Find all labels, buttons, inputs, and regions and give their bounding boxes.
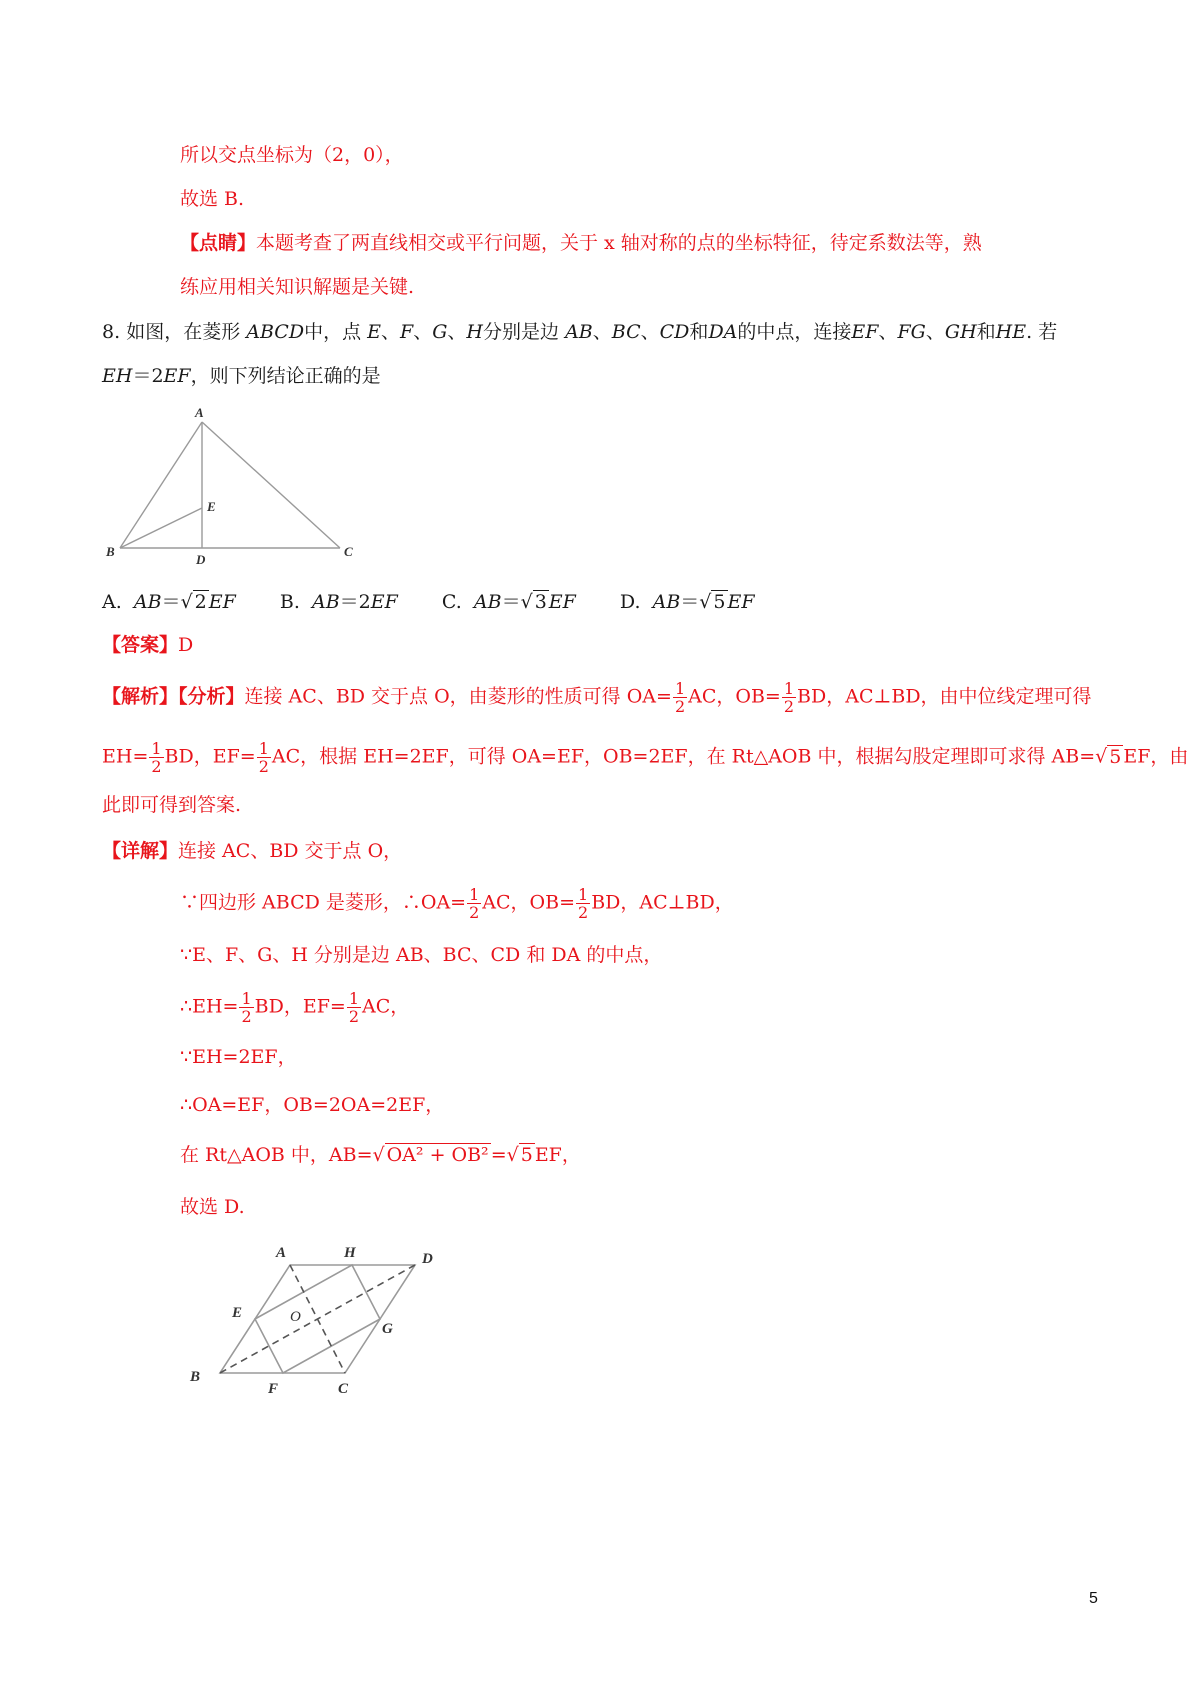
option-d: D. AB＝√ 5 EF	[619, 591, 755, 613]
fraction-half	[347, 990, 361, 1025]
q-da: DA	[708, 321, 738, 343]
option-a-label: A.	[102, 591, 122, 613]
frac-den: 2	[469, 903, 480, 922]
analysis-radicand: 5	[1109, 745, 1122, 768]
detail-l6-c: EF，	[534, 1144, 581, 1166]
q-and: 和	[689, 321, 709, 343]
detail-line-6: 在 Rt△AOB 中，AB=√ OA² + OB² =√ 5 EF，	[180, 1144, 581, 1166]
detail-l1-b: AC，OB=	[482, 891, 576, 914]
detail-l6-radicand: OA² + OB²	[386, 1144, 489, 1166]
detail-l0: 连接 AC、BD 交于点 O，	[178, 840, 403, 862]
q-abcd: ABCD	[246, 321, 305, 343]
options-row	[102, 587, 793, 617]
answer-value: D	[178, 634, 194, 656]
analysis-line-1	[102, 680, 1092, 715]
frac-den: 2	[578, 903, 589, 922]
segment-ac	[202, 422, 340, 548]
label-h: H	[344, 1245, 356, 1261]
detail-line-1	[180, 886, 734, 921]
option-c-lhs: AB	[473, 591, 502, 613]
label-c: C	[338, 1381, 349, 1397]
detail-line-2: ∵E、F、G、H 分别是边 AB、BC、CD 和 DA 的中点，	[180, 944, 663, 966]
q-sep: 、	[925, 321, 945, 343]
answer-line	[102, 630, 193, 660]
option-d-radicand: 5	[713, 591, 726, 613]
q-sep: 、	[413, 321, 433, 343]
label-e: E	[207, 499, 216, 514]
fraction-half	[239, 990, 253, 1025]
label-b: B	[190, 1369, 201, 1385]
detail-l3-b: BD，EF=	[254, 995, 346, 1018]
comment-text-1: 本题考查了两直线相交或平行问题，关于 x 轴对称的点的坐标特征，待定系数法等，熟	[256, 232, 982, 254]
q-sep: 、	[381, 321, 401, 343]
q-text-b: 中，点	[304, 321, 362, 343]
detail-line-4: ∵EH=2EF，	[180, 1046, 297, 1068]
fraction-half	[257, 740, 271, 775]
label-g: G	[382, 1321, 393, 1337]
page-number: 5	[1089, 1590, 1098, 1607]
prev-line-1: 所以交点坐标为（2，0），	[180, 144, 404, 166]
q-cd: CD	[659, 321, 690, 343]
frac-num: 1	[783, 679, 795, 698]
analysis-p2-c: AC，根据 EH=2EF，可得 OA=EF，OB=2EF，在 Rt△AOB 中，根据勾股定理即可求得 AB=	[271, 745, 1096, 768]
label-a: A	[276, 1245, 287, 1261]
question-line-2	[102, 361, 381, 391]
option-a-radicand: 2	[194, 591, 207, 613]
detail-l6-a: 在 Rt△AOB 中，AB=	[180, 1144, 373, 1166]
option-a-eq: ＝	[161, 591, 181, 613]
label-d: D	[422, 1251, 433, 1267]
q-h: H	[466, 321, 483, 343]
q-f: F	[400, 321, 414, 343]
comment-tag: 【点睛】	[180, 232, 257, 254]
q-cond-eq: ＝2	[132, 365, 164, 387]
label-e: E	[232, 1305, 243, 1321]
q-cond-eh: EH	[102, 365, 133, 387]
label-o: O	[290, 1309, 301, 1325]
analysis-p1-a: 连接 AC、BD 交于点 O，由菱形的性质可得 OA=	[244, 685, 672, 708]
frac-den: 2	[783, 697, 795, 716]
option-b-eq: ＝2	[339, 591, 371, 613]
q-text-d: 的中点，连接	[737, 321, 852, 343]
q-sep: 、	[640, 321, 660, 343]
option-b-lhs: AB	[311, 591, 340, 613]
q-sep: 、	[592, 321, 612, 343]
q-sep: 、	[447, 321, 467, 343]
option-a-lhs: AB	[133, 591, 162, 613]
q-g: G	[432, 321, 448, 343]
fraction-half	[149, 740, 163, 775]
frac-den: 2	[151, 757, 162, 776]
option-d-lhs: AB	[652, 591, 681, 613]
q-he: HE	[995, 321, 1027, 343]
q-ef: EF	[851, 321, 879, 343]
option-c-radicand: 3	[534, 591, 547, 613]
analysis-p1-c: BD，AC⊥BD，由中位线定理可得	[797, 685, 1092, 708]
detail-l1-a: ∵四边形 ABCD 是菱形，∴OA=	[180, 891, 467, 914]
analysis-line-3: 此即可得到答案.	[102, 794, 242, 816]
q-gh: GH	[944, 321, 977, 343]
detail-l6-radicand-2: 5	[520, 1144, 533, 1166]
question-line-1	[102, 317, 1057, 347]
label-a: A	[195, 405, 204, 420]
analysis-tag: 【解析】【分析】	[102, 685, 245, 708]
q-bc: BC	[611, 321, 641, 343]
label-c: C	[344, 544, 353, 559]
detail-l3-c: AC，	[362, 995, 410, 1018]
q-cond-ef: EF	[163, 365, 191, 387]
answer-tag: 【答案】	[102, 634, 179, 656]
detail-l6-b: =	[490, 1144, 507, 1166]
detail-line-7: 故选 D.	[180, 1196, 245, 1218]
fraction-half	[576, 886, 590, 921]
option-d-label: D.	[619, 591, 641, 613]
segment-ab	[120, 422, 202, 548]
q-e: E	[367, 321, 381, 343]
detail-l1-c: BD，AC⊥BD，	[591, 891, 734, 914]
frac-den: 2	[258, 757, 269, 776]
analysis-p1-b: AC，OB=	[688, 685, 781, 708]
label-f: F	[268, 1381, 279, 1397]
option-d-rhs: EF	[727, 591, 755, 613]
option-d-eq: ＝	[680, 591, 700, 613]
q-fg: FG	[897, 321, 926, 343]
detail-l3-a: ∴EH=	[180, 995, 239, 1018]
q-text-f: ，则下列结论正确的是	[190, 365, 381, 387]
frac-num: 1	[241, 989, 252, 1008]
option-c-eq: ＝	[501, 591, 521, 613]
frac-num: 1	[258, 739, 269, 758]
analysis-p2-b: BD，EF=	[164, 745, 256, 768]
option-a-rhs: EF	[208, 591, 236, 613]
option-b	[280, 587, 398, 617]
analysis-p2-a: EH=	[102, 745, 149, 768]
frac-den: 2	[241, 1007, 252, 1026]
frac-den: 2	[674, 697, 686, 716]
q-and: 和	[976, 321, 996, 343]
option-a: A. AB＝√ 2 EF	[102, 591, 236, 613]
frac-den: 2	[348, 1007, 359, 1026]
frac-num: 1	[151, 739, 162, 758]
prev-line-2: 故选 B.	[180, 188, 245, 210]
q-text-e: . 若	[1026, 321, 1058, 343]
option-c-label: C.	[441, 591, 462, 613]
frac-num: 1	[469, 885, 480, 904]
detail-line-0	[102, 836, 402, 866]
fraction-half	[673, 680, 687, 715]
fraction-half	[782, 680, 796, 715]
detail-line-3	[180, 990, 409, 1025]
q-ab: AB	[565, 321, 593, 343]
prev-comment-2: 练应用相关知识解题是关键.	[180, 276, 415, 298]
frac-num: 1	[348, 989, 359, 1008]
option-b-rhs: EF	[370, 591, 398, 613]
label-b: B	[106, 544, 115, 559]
analysis-line-2: EH= $\frac{1}{2}$ BD，EF= $\frac{1}{2}$ AC，根据 EH=2EF，可得 OA=EF，OB=2EF，在 Rt△AOB 中，根据勾股定理即可求得 AB=√ 5 EF，由	[102, 739, 1189, 776]
question-number: 8.	[102, 321, 121, 343]
option-c-rhs: EF	[548, 591, 576, 613]
detail-tag: 【详解】	[102, 840, 179, 862]
label-d: D	[196, 552, 206, 567]
q-sep: 、	[878, 321, 898, 343]
rhombus-figure	[180, 1235, 460, 1400]
option-c: C. AB＝√ 3 EF	[441, 591, 576, 613]
frac-num: 1	[578, 885, 589, 904]
q-text-a: 如图，在菱形	[126, 321, 241, 343]
fraction-half	[467, 886, 481, 921]
q-text-c: 分别是边	[483, 321, 560, 343]
analysis-p2-d: EF，由	[1123, 745, 1189, 768]
prev-comment-1	[180, 228, 982, 258]
frac-num: 1	[674, 679, 686, 698]
detail-line-5: ∴OA=EF，OB=2OA=2EF，	[180, 1094, 445, 1116]
triangle-figure	[100, 400, 380, 575]
option-b-label: B.	[279, 591, 300, 613]
